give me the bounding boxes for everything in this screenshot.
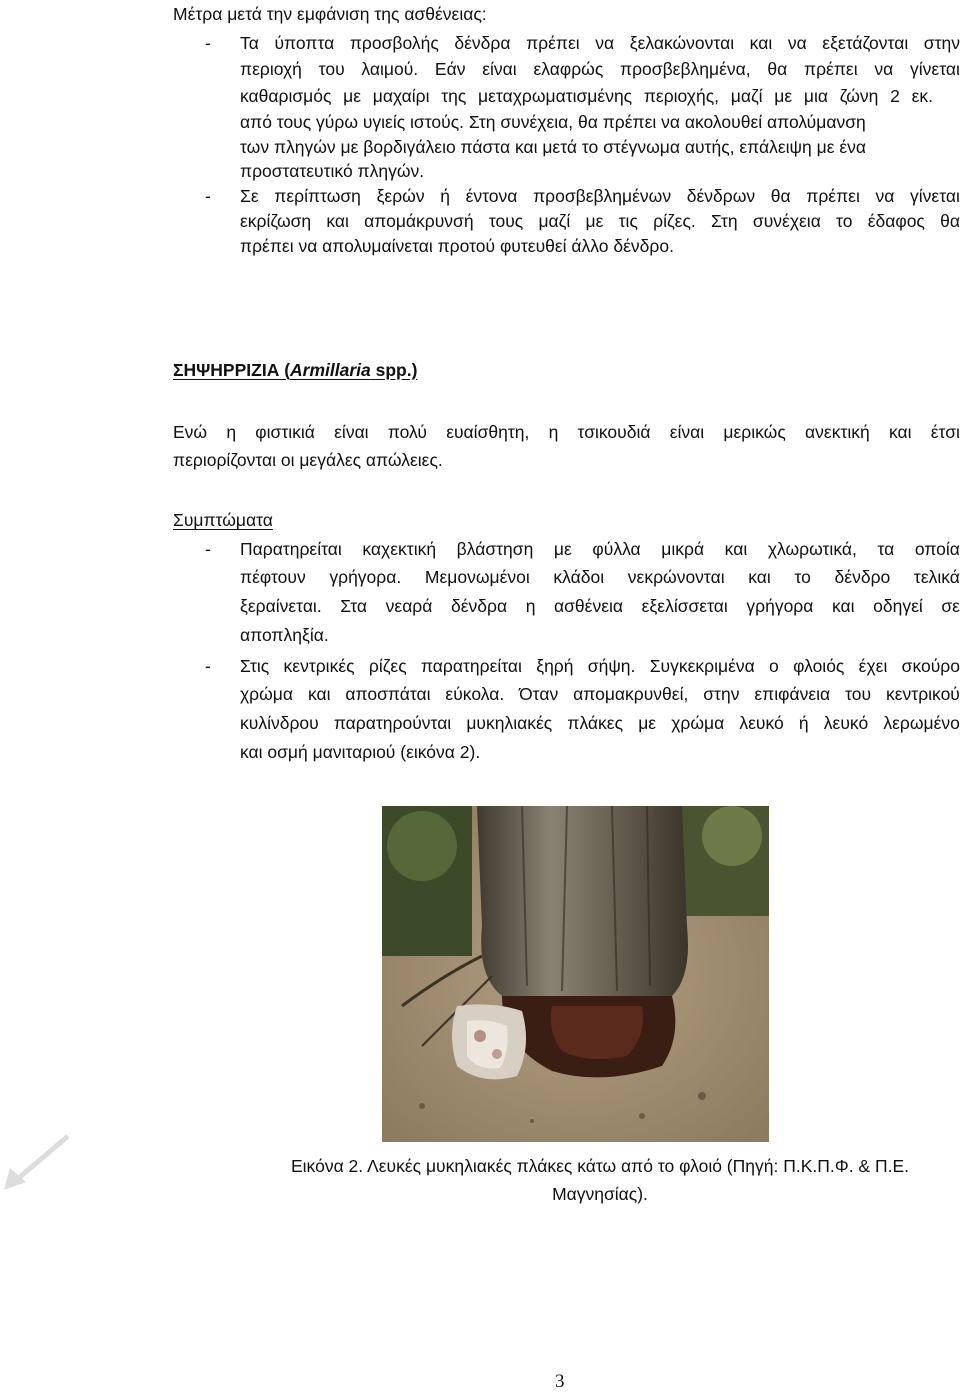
word: τα bbox=[877, 539, 895, 559]
word: μαχαίρι bbox=[372, 86, 430, 106]
word: μαζί bbox=[538, 211, 571, 231]
word: Τα bbox=[240, 33, 259, 53]
word: απομακρυνθεί, bbox=[573, 684, 689, 704]
word: εύκολα. bbox=[445, 684, 505, 704]
word: και bbox=[748, 567, 771, 587]
bullet-marker: - bbox=[205, 539, 211, 559]
paragraph-line: προστατευτικό πληγών. bbox=[240, 161, 425, 181]
word: Μεμονωμένοι bbox=[424, 567, 530, 587]
word: ξερών bbox=[376, 186, 425, 206]
word: φλοιός bbox=[793, 656, 845, 676]
word: Συγκεκριμένα bbox=[649, 656, 755, 676]
word: Στις bbox=[240, 656, 270, 676]
word: τελικά bbox=[913, 567, 960, 587]
word: μαζί bbox=[730, 86, 763, 106]
word: ανεκτική bbox=[805, 422, 870, 442]
word: ξηρή bbox=[536, 656, 574, 676]
word: βλάστηση bbox=[456, 539, 534, 559]
word: περιοχή bbox=[240, 59, 302, 79]
word: φιστικιά bbox=[255, 422, 315, 442]
word: να bbox=[874, 59, 894, 79]
word: 2 bbox=[890, 86, 900, 106]
bullet-marker: - bbox=[205, 656, 211, 676]
word: γίνεται bbox=[910, 59, 960, 79]
word: περιοχής, bbox=[643, 86, 720, 106]
word: λευκό bbox=[739, 713, 784, 733]
word: κλάδοι bbox=[553, 567, 605, 587]
tree-root-illustration bbox=[382, 806, 769, 1142]
word: δένδρων bbox=[686, 186, 756, 206]
word: Ενώ bbox=[173, 422, 208, 442]
word: στην bbox=[703, 684, 740, 704]
word: πρέπει bbox=[806, 186, 860, 206]
word: είναι bbox=[482, 59, 517, 79]
word: του bbox=[845, 684, 872, 704]
word: νεκρώνονται bbox=[627, 567, 725, 587]
word: εξελίσσεται bbox=[641, 596, 728, 616]
word: θα bbox=[770, 186, 791, 206]
word: του bbox=[318, 59, 345, 79]
word: απομάκρυνσή bbox=[364, 211, 474, 231]
word: ευαίσθητη, bbox=[446, 422, 530, 442]
word: έτσι bbox=[930, 422, 960, 442]
word: η bbox=[525, 596, 536, 616]
word: ή bbox=[440, 186, 450, 206]
word: Όταν bbox=[519, 684, 559, 704]
word: σκούρο bbox=[901, 656, 960, 676]
paragraph-line: πρέπει να απολυμαίνεται προτού φυτευθεί άλλο δένδρο. bbox=[240, 236, 674, 256]
title-prefix: ΣΗΨΗΡΡΙΖΙΑ ( bbox=[173, 360, 291, 380]
word: νεαρά bbox=[385, 596, 433, 616]
word: τις bbox=[618, 211, 638, 231]
measures-heading: Μέτρα μετά την εμφάνιση της ασθένειας: bbox=[173, 4, 487, 24]
bullet-marker: - bbox=[205, 33, 211, 53]
word: Στη bbox=[711, 211, 738, 231]
word: χρώμα bbox=[671, 713, 725, 733]
word: το bbox=[794, 567, 811, 587]
paragraph-line: και οσμή μανιταριού (εικόνα 2). bbox=[240, 742, 481, 762]
word: με bbox=[343, 86, 362, 106]
justified-line bbox=[240, 32, 960, 54]
word: και bbox=[749, 33, 773, 53]
word: χλωρωτικά, bbox=[767, 539, 857, 559]
word: μικρά bbox=[661, 539, 705, 559]
paragraph-line: από τους γύρω υγιείς ιστούς. Στη συνέχεια, θα πρέπει να ακολουθεί απολύμανση bbox=[240, 112, 866, 132]
word: λαιμού. bbox=[361, 59, 419, 79]
word: με bbox=[774, 86, 793, 106]
word: εκ. bbox=[911, 86, 933, 106]
word: μυκηλιακές bbox=[466, 713, 553, 733]
word: κεντρικές bbox=[283, 656, 355, 676]
justified-line bbox=[240, 85, 933, 107]
word: και bbox=[724, 539, 748, 559]
word: γρήγορα bbox=[746, 596, 814, 616]
word: εκρίζωση bbox=[240, 211, 312, 231]
word: γίνεται bbox=[910, 186, 960, 206]
word: θα bbox=[940, 211, 960, 231]
justified-line bbox=[240, 538, 960, 560]
justified-line bbox=[240, 683, 960, 705]
word: Παρατηρείται bbox=[240, 539, 342, 559]
word: η bbox=[226, 422, 237, 442]
justified-line bbox=[240, 58, 960, 80]
paragraph-line: περιορίζονται οι μεγάλες απώλειες. bbox=[173, 450, 443, 470]
word: οδηγεί bbox=[873, 596, 923, 616]
bullet-marker: - bbox=[205, 186, 211, 206]
word: μεταχρωματισμένης bbox=[478, 86, 633, 106]
tree-root-photo bbox=[382, 806, 769, 1142]
figure-caption-line: Μαγνησίας). bbox=[552, 1184, 648, 1204]
word: ο bbox=[769, 656, 779, 676]
word: οποία bbox=[914, 539, 960, 559]
word: με bbox=[638, 713, 657, 733]
word: να bbox=[787, 33, 807, 53]
paragraph-line: αποπληξία. bbox=[240, 625, 329, 645]
symptoms-heading: Συμπτώματα bbox=[173, 510, 273, 530]
word: επιφάνεια bbox=[754, 684, 831, 704]
word: περίπτωση bbox=[274, 186, 361, 206]
word: προσβεβλημένων bbox=[533, 186, 672, 206]
word: έδαφος bbox=[867, 211, 925, 231]
word: δένδρο bbox=[834, 567, 891, 587]
word: Σε bbox=[240, 186, 259, 206]
word: λερωμένο bbox=[883, 713, 960, 733]
word: η bbox=[548, 422, 559, 442]
word: πολύ bbox=[387, 422, 427, 442]
word: και bbox=[888, 422, 912, 442]
word: ελαφρώς bbox=[533, 59, 604, 79]
word: μια bbox=[803, 86, 828, 106]
word: θα bbox=[767, 59, 788, 79]
title-suffix: spp.) bbox=[370, 360, 418, 380]
word: ξελακώνονται bbox=[629, 33, 735, 53]
word: το bbox=[836, 211, 853, 231]
word: συνέχεια bbox=[752, 211, 821, 231]
word: με bbox=[585, 211, 604, 231]
word: είναι bbox=[669, 422, 705, 442]
word: ρίζες. bbox=[653, 211, 696, 231]
word: ρίζες bbox=[368, 656, 407, 676]
word: πρέπει bbox=[526, 33, 580, 53]
justified-line bbox=[240, 655, 960, 677]
word: πέφτουν bbox=[240, 567, 306, 587]
justified-line bbox=[240, 566, 960, 588]
page-number: 3 bbox=[555, 1371, 565, 1392]
word: εξετάζονται bbox=[822, 33, 909, 53]
word: προσβεβλημένα, bbox=[620, 59, 751, 79]
word: κεντρικού bbox=[885, 684, 960, 704]
word: πλάκες bbox=[567, 713, 624, 733]
word: τσικουδιά bbox=[577, 422, 651, 442]
word: ξεραίνεται. bbox=[240, 596, 322, 616]
justified-line bbox=[240, 210, 960, 232]
word: ύποπτα bbox=[274, 33, 335, 53]
word: να bbox=[875, 186, 895, 206]
word: αποσπάται bbox=[345, 684, 431, 704]
word: τους bbox=[488, 211, 524, 231]
word: της bbox=[441, 86, 467, 106]
word: καχεκτική bbox=[362, 539, 437, 559]
word: και bbox=[831, 596, 855, 616]
word: είναι bbox=[334, 422, 369, 442]
word: και bbox=[307, 684, 331, 704]
word: στην bbox=[923, 33, 960, 53]
word: παρατηρούνται bbox=[333, 713, 452, 733]
section-title bbox=[173, 359, 417, 381]
word: σε bbox=[941, 596, 960, 616]
word: δένδρα bbox=[454, 33, 511, 53]
word: λευκό bbox=[823, 713, 869, 733]
word: Στα bbox=[340, 596, 368, 616]
word: έχει bbox=[858, 656, 888, 676]
word: καθαρισμός bbox=[240, 86, 332, 106]
word: φύλλα bbox=[592, 539, 641, 559]
word: χρώμα bbox=[240, 684, 294, 704]
word: με bbox=[553, 539, 572, 559]
word: κυλίνδρου bbox=[240, 713, 319, 733]
word: ζώνη bbox=[839, 86, 879, 106]
paragraph-line: των πληγών με βορδιγάλειο πάστα και μετά το στέγνωμα αυτής, επάλειψη με ένα bbox=[240, 137, 867, 157]
justified-line bbox=[240, 712, 960, 734]
word: ασθένεια bbox=[554, 596, 624, 616]
word: και bbox=[326, 211, 349, 231]
word: πρέπει bbox=[804, 59, 858, 79]
word: Εάν bbox=[434, 59, 466, 79]
word: παρατηρείται bbox=[420, 656, 522, 676]
arrow-decoration-icon bbox=[0, 1132, 72, 1192]
word: δένδρα bbox=[450, 596, 508, 616]
word: ή bbox=[798, 713, 809, 733]
word: έντονα bbox=[465, 186, 518, 206]
word: γρήγορα. bbox=[329, 567, 402, 587]
justified-line bbox=[240, 185, 960, 207]
word: προσβολής bbox=[349, 33, 439, 53]
justified-line bbox=[173, 421, 960, 443]
justified-line bbox=[240, 595, 960, 617]
title-genus: Armillaria bbox=[290, 360, 371, 380]
word: σήψη. bbox=[587, 656, 636, 676]
figure-caption-line: Εικόνα 2. Λευκές μυκηλιακές πλάκες κάτω από το φλοιό (Πηγή: Π.Κ.Π.Φ. & Π.Ε. bbox=[290, 1156, 910, 1176]
word: να bbox=[595, 33, 615, 53]
word: μερικώς bbox=[723, 422, 786, 442]
